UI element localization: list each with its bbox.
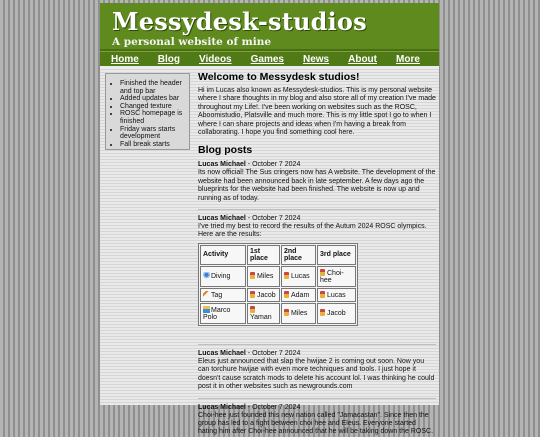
post-meta [198,215,436,223]
table-cell [247,288,280,302]
post-body: I've tried my best to record the results of the Autum 2024 ROSC olympics. Here are the results: [198,223,427,239]
column-header: 3rd place [317,245,356,265]
olympics-results-table [198,243,358,326]
site-title: Messydesk-studios [112,7,367,36]
table-cell [281,303,316,324]
table-cell [247,266,280,287]
medal-icon [320,291,325,298]
diving-icon [203,272,210,279]
table-cell [200,303,246,324]
updates-sidebar [105,73,190,150]
table-cell [200,266,246,287]
post-date: - October 7 2024 [245,349,301,357]
blog-post [198,350,436,392]
medal-icon [320,269,325,276]
activity-name: Tag [211,291,223,299]
post-author: Lucas Michael [198,349,246,357]
column-header: Activity [200,245,246,265]
winner-name: Adam [291,291,310,299]
update-item: • Finished the header and top bar [120,80,185,95]
winner-name: Jacob [257,291,276,299]
medal-icon [284,309,289,316]
medal-icon [320,309,325,316]
update-item: • Fall break starts [120,141,185,149]
update-item: • Added updates bar [120,95,185,103]
blog-post [198,404,436,437]
post-author: Lucas Michael [198,215,246,223]
column-header: 1st place [247,245,280,265]
table-cell [317,266,356,287]
medal-icon [250,272,255,279]
content-area [100,69,439,436]
winner-name: Choi-hee [320,269,344,284]
nav-news-link[interactable]: News [302,53,330,65]
main-column [198,69,436,437]
table-header-row [200,245,356,265]
winner-name: Miles [291,310,308,318]
table-row [200,288,356,302]
nav-videos-link[interactable]: Videos [199,53,232,65]
table-cell [281,288,316,302]
post-date: - October 7 2024 [245,215,301,223]
medal-icon [250,291,255,298]
post-author: Lucas Michael [198,403,246,411]
blog-post [198,161,436,203]
nav-about-link[interactable]: About [348,53,377,65]
nav-more-link[interactable]: More [396,53,420,65]
post-body: Choi-hee just founded this new nation called "Jamacastan". Since then the group has led to a fight between choi hee and Eleus. Everyone started hating him after Choi-hee announced that he will be taking down the ROSC. [198,411,434,436]
winner-name: Lucas [291,273,310,281]
welcome-heading: Welcome to Messydesk studios! [198,71,360,83]
update-item: • ROSC homepage is finished [120,110,185,125]
welcome-paragraph: Hi im Lucas also known as Messydesk-studios. This is my personal website where I share thoughts in my blog and also store all of my creation I've made throughout my Life!. I've been working on websites such as the ROSC, Aboomistudio, Platsville and much more. This is my little spot I go to when I where I can share projects and ideas when I'm having a break from collaborating. I hope you find something cool here. [198,87,436,137]
activity-name: Diving [211,273,231,281]
post-date: - October 7 2024 [245,161,301,169]
blog-posts-heading: Blog posts [198,144,253,157]
running-icon [203,291,210,298]
page-container [100,3,439,436]
updates-list [120,80,185,148]
table-cell [317,288,356,302]
post-divider [198,398,436,399]
winner-name: Lucas [327,291,346,299]
medal-icon [284,272,289,279]
winner-name: Yaman [250,313,272,321]
post-body: Eleus just announced that slap the hwijae 2 is coming out soon. Now you can torchure hwijae with even more techniques and tools. I just hope it doesn't cause scratch mods to delete his account lol. I was thinking he could post it in other websites such as newgrounds.com [198,357,435,391]
winner-name: Jacob [327,310,346,318]
post-meta [198,404,436,412]
post-author: Lucas Michael [198,161,246,169]
post-divider [198,209,436,210]
post-meta [198,161,436,169]
medal-icon [250,306,255,313]
nav-home-link[interactable]: Home [111,53,139,65]
pool-icon [203,306,210,313]
medal-icon [284,291,289,298]
table-row [200,266,356,287]
table-cell [317,303,356,324]
activity-name: Marco Polo [203,306,231,321]
post-date: - October 7 2024 [245,403,301,411]
table-row [200,303,356,324]
update-item: • Friday wars starts development [120,126,185,141]
update-item: • Changed texture [120,103,185,111]
top-navbar [100,51,439,66]
column-header: 2nd place [281,245,316,265]
nav-games-link[interactable]: Games [250,53,284,65]
site-header [100,3,439,51]
table-cell [200,288,246,302]
post-meta [198,350,436,358]
winner-name: Miles [257,273,274,281]
post-body: Its now official! The Sus cringers now has A website. The development of the website had been announced back in late september. A few days ago the blueprints for the website had been finished. The website is now up and running as of today. [198,169,436,202]
table-cell [247,303,280,324]
blog-post [198,215,436,326]
site-subtitle: A personal website of mine [112,36,272,48]
table-cell [281,266,316,287]
nav-blog-link[interactable]: Blog [157,53,181,65]
post-divider [198,344,436,345]
